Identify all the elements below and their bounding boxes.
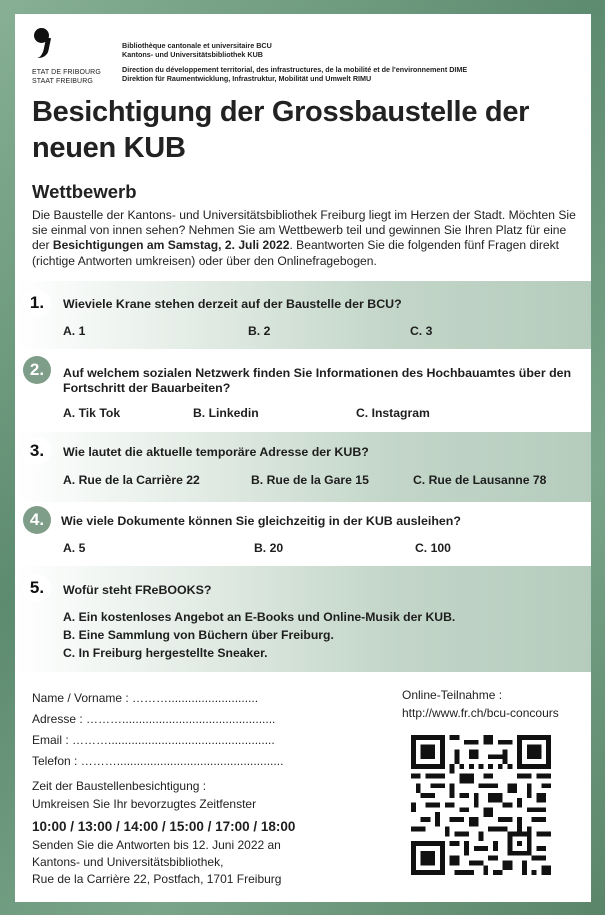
time-label: Zeit der Baustellenbesichtigung : [32, 779, 207, 793]
question-text: Wie viele Dokumente können Sie gleichzeitig in der KUB ausleihen? [61, 514, 461, 528]
time-slots[interactable]: 10:00 / 13:00 / 14:00 / 15:00 / 17:00 / 18:00 [32, 819, 296, 834]
question-3 [15, 432, 591, 502]
canton-logo [32, 26, 110, 86]
question-1 [15, 281, 591, 349]
page-title: Besichtigung der Grossbaustelle der neuen KUB [32, 96, 530, 164]
question-text: Wofür steht FReBOOKS? [63, 583, 212, 597]
question-number: 3. [23, 437, 51, 465]
org-bcu-de: Kantons- und Universitätsbibliothek KUB [122, 50, 263, 59]
org-bcu-fr: Bibliothèque cantonale et universitaire BCU [122, 41, 272, 50]
email-field[interactable]: Email : ……….................................................. [32, 733, 275, 747]
question-4 [15, 504, 591, 564]
answer-b[interactable]: B. Rue de la Gare 15 [251, 473, 369, 487]
answer-c[interactable]: C. Rue de Lausanne 78 [413, 473, 547, 487]
intro-paragraph: Die Baustelle der Kantons- und Universitätsbibliothek Freiburg liegt im Herzen der Stadt. Möchten Sie sie einmal von innen sehen? Nehmen Sie am Wettbewerb teil und gewinnen Sie Ihren Platz für eine der Besichtigungen am Samstag, 2. Juli 2022. Beantworten Sie die folgenden fünf Fragen direkt (richtige Antworten umkreisen) oder über den Onlinefragebogen. [32, 208, 576, 268]
question-number: 1. [23, 289, 51, 317]
flyer [15, 14, 591, 902]
answer-a[interactable]: A. Rue de la Carrière 22 [63, 473, 200, 487]
answer-c[interactable]: C. 3 [410, 324, 433, 338]
answer-b[interactable]: B. 2 [248, 324, 271, 338]
answer-c[interactable]: C. 100 [415, 541, 451, 555]
send-instructions: Senden Sie die Antworten bis 12. Juni 2022 an Kantons- und Universitätsbibliothek, Rue de la Carrière 22, Postfach, 1701 Freiburg [32, 838, 282, 886]
org-rimu: Direktion für Raumentwicklung, Infrastruktur, Mobilität und Umwelt RIMU [122, 74, 372, 83]
comma-logo-icon [32, 26, 54, 64]
logo-line-1: ETAT DE FRIBOURG [32, 69, 101, 76]
org-dime: Direction du développement territorial, des infrastructures, de la mobilité et de l'environnement DIME [122, 65, 468, 74]
organizations [122, 41, 467, 83]
logo-line-2: STAAT FREIBURG [32, 78, 93, 85]
question-text: Wie lautet die aktuelle temporäre Adresse der KUB? [63, 445, 369, 459]
answer-a[interactable]: A. Tik Tok [63, 406, 121, 420]
answer-c[interactable]: C. In Freiburg hergestellte Sneaker. [63, 646, 268, 660]
address-field[interactable]: Adresse : ……….............................................. [32, 712, 276, 726]
question-text: Wieviele Krane stehen derzeit auf der Baustelle der BCU? [63, 297, 402, 311]
answer-a[interactable]: A. 5 [63, 541, 86, 555]
phone-field[interactable]: Telefon : ……….................................................. [32, 754, 284, 768]
question-number: 2. [23, 356, 51, 384]
answer-c[interactable]: C. Instagram [356, 406, 430, 420]
question-number: 4. [23, 506, 51, 534]
online-url[interactable]: http://www.fr.ch/bcu-concours [402, 706, 559, 720]
answer-b[interactable]: B. 20 [254, 541, 284, 555]
qr-code[interactable] [411, 734, 551, 876]
question-number: 5. [23, 574, 51, 602]
answer-a[interactable]: A. Ein kostenloses Angebot an E-Books und Online-Musik der KUB. [63, 610, 456, 624]
online-participation [402, 686, 559, 722]
name-field[interactable]: Name / Vorname : ………........................... [32, 691, 259, 705]
question-text: Auf welchem sozialen Netzwerk finden Sie Informationen des Hochbauamtes über den Fortschritt der Bauarbeiten? [63, 366, 572, 395]
answer-a[interactable]: A. 1 [63, 324, 86, 338]
answer-b[interactable]: B. Linkedin [193, 406, 259, 420]
answer-b[interactable]: B. Eine Sammlung von Büchern über Freiburg. [63, 628, 334, 642]
time-instruction: Umkreisen Sie Ihr bevorzugtes Zeitfenster [32, 797, 257, 811]
online-label: Online-Teilnahme : [402, 688, 503, 702]
question-2 [15, 351, 591, 431]
question-5 [15, 566, 591, 672]
section-subtitle: Wettbewerb [32, 181, 137, 202]
